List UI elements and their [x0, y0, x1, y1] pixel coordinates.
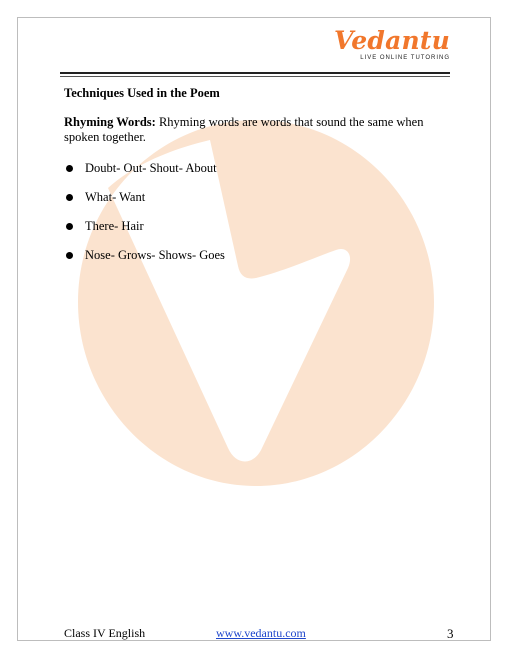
logo-wordmark: Vedantu	[334, 26, 450, 55]
list-item-text: What- Want	[85, 190, 146, 204]
rhyming-words-paragraph	[64, 115, 454, 145]
list-item-text: Nose- Grows- Shows- Goes	[85, 248, 225, 262]
header-rule-thin	[60, 76, 450, 77]
bullet-icon	[66, 223, 73, 230]
rhyming-words-term: Rhyming Words:	[64, 115, 156, 129]
page-content	[64, 86, 454, 277]
bullet-icon	[66, 252, 73, 259]
list-item	[64, 161, 454, 190]
vedantu-logo	[334, 28, 450, 61]
list-item	[64, 219, 454, 248]
list-item	[64, 190, 454, 219]
list-item	[64, 248, 454, 277]
logo-tagline: LIVE ONLINE TUTORING	[360, 55, 450, 61]
footer-website-link[interactable]: www.vedantu.com	[216, 626, 306, 640]
bullet-icon	[66, 194, 73, 201]
rhyming-words-definition: Rhyming words are words that sound the same when spoken together.	[64, 115, 424, 144]
header-rule-thick	[60, 72, 450, 74]
bullet-icon	[66, 165, 73, 172]
section-title: Techniques Used in the Poem	[64, 86, 220, 100]
list-item-text: Doubt- Out- Shout- About	[85, 161, 217, 175]
list-item-text: There- Hair	[85, 219, 144, 233]
rhyming-words-list	[64, 161, 454, 277]
footer-class-label: Class IV English	[64, 626, 146, 640]
page-number: 3	[447, 626, 454, 641]
